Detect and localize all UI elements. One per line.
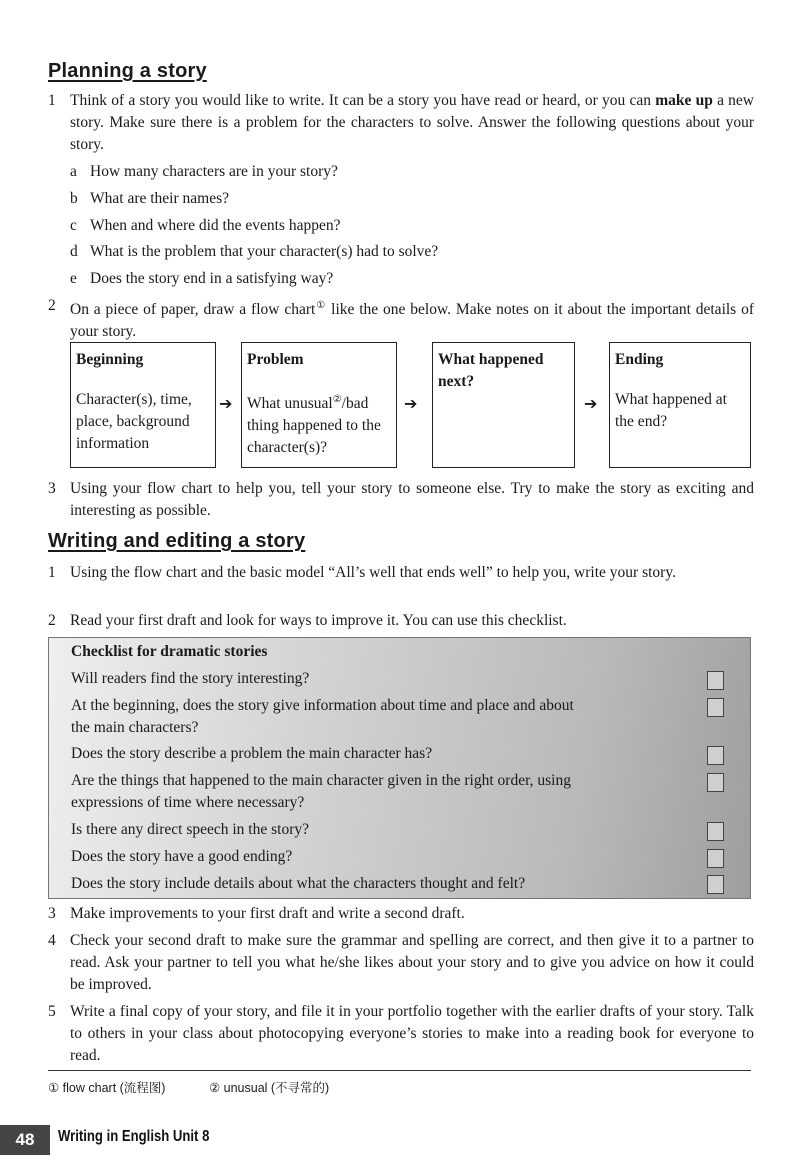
item-bold-text: make up	[655, 92, 713, 109]
item-number: 1	[48, 92, 56, 109]
question-letter: c	[70, 217, 77, 234]
footnote-1: ① flow chart (流程图)	[48, 1081, 166, 1095]
planning-item-1	[48, 90, 754, 156]
question-letter: a	[70, 163, 77, 180]
checklist-panel	[48, 637, 751, 899]
checkbox[interactable]	[707, 822, 724, 841]
checklist-item: At the beginning, does the story give information about time and place and about the main characters?	[71, 697, 574, 736]
item-text: Think of a story you would like to write. It can be a story you have read or heard, or you can	[70, 92, 656, 109]
book-title: Writing in English Unit 8	[58, 1128, 210, 1145]
heading-planning: Planning a story	[48, 60, 207, 82]
item-text: Read your first draft and look for ways to improve it. You can use this checklist.	[70, 612, 567, 629]
writing-item-3	[48, 903, 754, 925]
question-letter: d	[70, 243, 78, 260]
checkbox[interactable]	[707, 698, 724, 717]
footnote-2: ② unusual (不寻常的)	[208, 1081, 330, 1095]
planning-item-2	[48, 295, 754, 343]
flow-box-title: Problem	[247, 351, 304, 368]
flow-box-desc: /bad thing happened to the character(s)?	[247, 395, 381, 457]
writing-item-5	[48, 1001, 754, 1067]
flow-box-problem	[241, 342, 397, 468]
writing-item-2	[48, 610, 754, 632]
question-e	[70, 268, 333, 290]
item-number: 2	[48, 297, 56, 314]
question-c	[70, 215, 340, 237]
footnote-marker: ②	[332, 394, 342, 405]
flow-box-desc: Character(s), time, place, background information	[76, 391, 192, 452]
checklist-item: Are the things that happened to the main character given in the right order, using expressions of time where necessary?	[71, 772, 571, 811]
flow-box-desc: What happened at the end?	[615, 391, 727, 430]
writing-item-4	[48, 930, 754, 996]
question-d	[70, 241, 438, 263]
checkbox[interactable]	[707, 849, 724, 868]
flow-arrow-icon: ➔	[404, 394, 418, 413]
item-number: 1	[48, 564, 56, 581]
checkbox[interactable]	[707, 773, 724, 792]
flow-box-ending	[609, 342, 751, 468]
item-text: a new story. Make sure there is a problem for the characters to solve. Answer the following questions about your story.	[70, 92, 755, 153]
flow-box-title: Beginning	[76, 351, 144, 368]
flow-box-title: What happened next?	[438, 351, 544, 390]
heading-writing: Writing and editing a story	[48, 530, 306, 552]
checkbox[interactable]	[707, 875, 724, 894]
question-text: Does the story end in a satisfying way?	[90, 270, 334, 287]
checklist-item: Does the story describe a problem the main character has?	[71, 745, 433, 762]
flow-box-title: Ending	[615, 351, 664, 368]
item-number: 2	[48, 612, 56, 629]
checklist-item: Is there any direct speech in the story?	[71, 821, 310, 838]
item-number: 3	[48, 480, 56, 497]
item-number: 3	[48, 905, 56, 922]
checklist-title: Checklist for dramatic stories	[71, 643, 268, 660]
flow-box-beginning	[70, 342, 216, 468]
checklist-item: Does the story have a good ending?	[71, 848, 293, 865]
question-letter: e	[70, 270, 77, 287]
checklist-item: Does the story include details about what the characters thought and felt?	[71, 875, 526, 892]
flow-arrow-icon: ➔	[584, 394, 598, 413]
checklist-item: Will readers find the story interesting?	[71, 670, 310, 687]
item-text: Using your flow chart to help you, tell your story to someone else. Try to make the story as exciting and interesting as possible.	[70, 480, 754, 519]
question-b	[70, 188, 229, 210]
question-text: What are their names?	[90, 190, 229, 207]
flow-arrow-icon: ➔	[219, 394, 233, 413]
flow-box-desc: What unusual	[247, 395, 333, 413]
question-a	[70, 161, 338, 183]
question-letter: b	[70, 190, 78, 207]
page-number: 48	[0, 1125, 50, 1155]
footnote-marker: ①	[315, 300, 327, 311]
planning-item-3	[48, 478, 754, 522]
footnotes	[48, 1070, 751, 1096]
item-text: On a piece of paper, draw a flow chart	[70, 301, 316, 319]
question-text: How many characters are in your story?	[90, 163, 338, 180]
flow-box-next	[432, 342, 575, 468]
checkbox[interactable]	[707, 671, 724, 690]
item-text: Check your second draft to make sure the grammar and spelling are correct, and then give it to a partner to read. Ask your partner to tell you what he/she likes about your story and to give you advice on how it could be improved.	[70, 932, 754, 993]
item-number: 5	[48, 1003, 56, 1020]
item-text: like the one below. Make notes on it about the important details of your story.	[70, 301, 754, 341]
item-text: Write a final copy of your story, and file it in your portfolio together with the earlier drafts of your story. Talk to others in your class about photocopying everyone’s stories to make into a reading book for everyone to read.	[70, 1003, 754, 1064]
item-number: 4	[48, 932, 56, 949]
checkbox[interactable]	[707, 746, 724, 765]
item-text: Make improvements to your first draft and write a second draft.	[70, 905, 465, 922]
item-text: Using the flow chart and the basic model “All’s well that ends well” to help you, write your story.	[70, 564, 676, 581]
writing-item-1	[48, 562, 754, 584]
question-text: When and where did the events happen?	[90, 217, 341, 234]
question-text: What is the problem that your character(s) had to solve?	[90, 243, 439, 260]
